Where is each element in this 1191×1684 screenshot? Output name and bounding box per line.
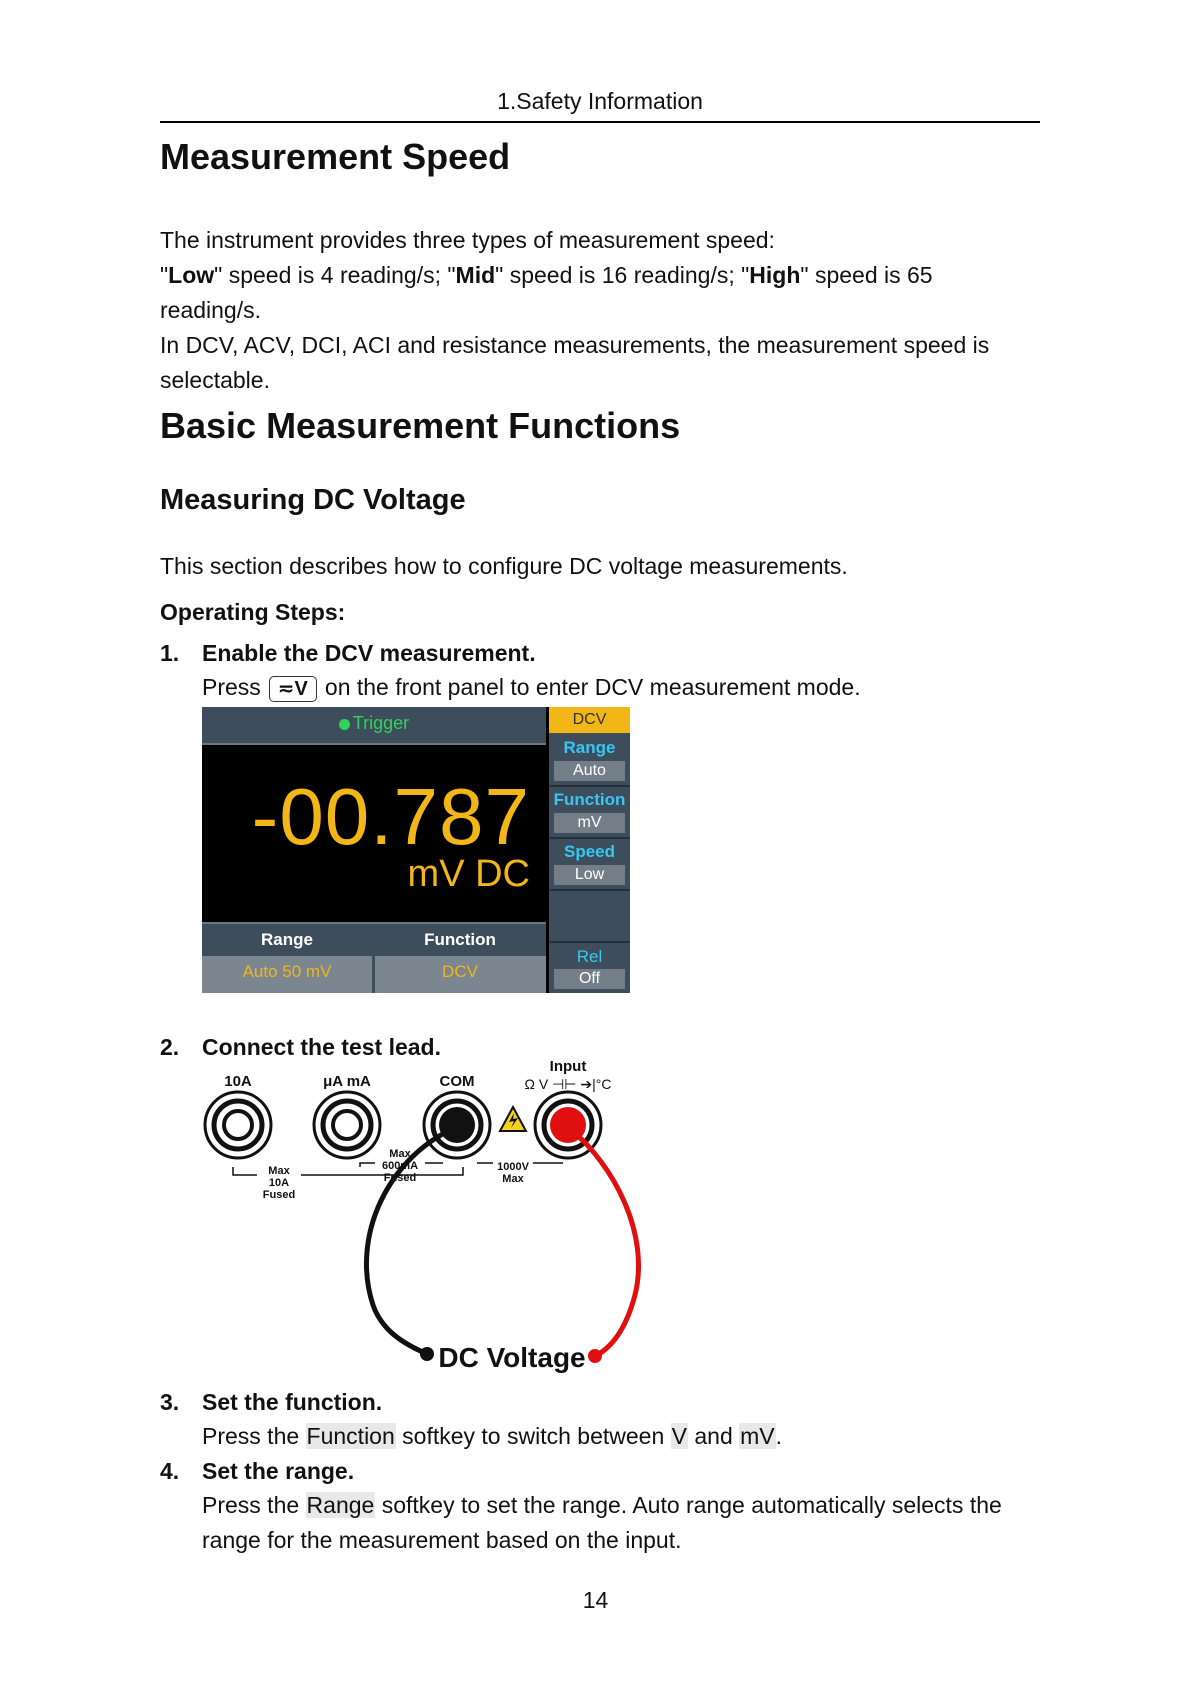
- step-1-title: Enable the DCV measurement.: [202, 640, 536, 666]
- trigger-dot-icon: [339, 719, 350, 730]
- step-3-part-d: .: [775, 1423, 783, 1449]
- heading-basic-functions: Basic Measurement Functions: [160, 405, 681, 446]
- note-10a-max: Max: [268, 1165, 290, 1177]
- dc-voltage-caption: DC Voltage: [438, 1342, 586, 1373]
- reading-unit: mV DC: [407, 853, 530, 895]
- step-3-part-b: softkey to switch between: [395, 1423, 671, 1449]
- input-symbols: Ω V ⊣⊢ ➔|°C: [524, 1076, 612, 1092]
- step-4-part-b: softkey to set the range. Auto range automatically selects the: [375, 1492, 1002, 1518]
- note-ma-max: Max: [389, 1148, 411, 1160]
- note-ma-value: 600mA: [381, 1160, 419, 1172]
- step-4-part-a: Press the: [202, 1492, 306, 1518]
- note-input-voltage: 1000V: [497, 1161, 529, 1173]
- mv-option-ref: mV: [740, 1423, 775, 1449]
- step-1-rest: on the front panel to enter DCV measurement mode.: [324, 674, 861, 700]
- speed-mid: Mid: [455, 262, 496, 288]
- speed-low-rest: " speed is 4 reading/s; ": [214, 262, 456, 288]
- softkey-function-label[interactable]: Function: [553, 790, 626, 809]
- speed-line3: In DCV, ACV, DCI, ACI and resistance measurements, the measurement speed is: [160, 332, 990, 358]
- note-10a-value: 10A: [268, 1177, 290, 1189]
- trigger-indicator: [202, 713, 546, 734]
- v-option-ref: V: [671, 1423, 687, 1449]
- function-softkey-ref: Function: [306, 1423, 395, 1449]
- speed-high-rest: " speed is 65: [800, 262, 933, 288]
- operating-steps-label: Operating Steps:: [160, 599, 346, 625]
- note-10a-fused: Fused: [262, 1189, 296, 1201]
- terminal-label-com: COM: [439, 1073, 475, 1090]
- speed-line2b: reading/s.: [160, 297, 262, 323]
- softkey-speed-label[interactable]: Speed: [563, 842, 616, 861]
- com-lead-tip: [420, 1347, 434, 1361]
- screen-status-bar: [202, 707, 546, 745]
- softkey-range-value[interactable]: Auto: [554, 761, 625, 781]
- screen-bottom-bar: [202, 922, 546, 993]
- quote-open: ": [160, 262, 169, 288]
- heading-measurement-speed: Measurement Speed: [160, 136, 511, 177]
- input-test-lead: [568, 1127, 639, 1355]
- speed-line3b: selectable.: [160, 367, 270, 393]
- main-reading: -00.787: [251, 772, 530, 861]
- warning-icon: [500, 1107, 526, 1131]
- heading-dc-voltage: Measuring DC Voltage: [160, 484, 466, 516]
- note-ma-fused: Fused: [383, 1172, 417, 1184]
- step-2-title: Connect the test lead.: [202, 1034, 441, 1060]
- step-1-number: 1.: [160, 640, 180, 666]
- dcv-description: This section describes how to configure DC voltage measurements.: [160, 553, 848, 579]
- step-4-part-c: range for the measurement based on the input.: [202, 1527, 682, 1553]
- softkey-range-label[interactable]: Range: [563, 738, 616, 757]
- range-softkey-ref: Range: [306, 1492, 375, 1518]
- step-3-text: [202, 1419, 1042, 1454]
- header-rule: [160, 121, 1040, 123]
- multimeter-screen: [202, 707, 630, 993]
- step-1-text: [202, 670, 1042, 705]
- step-2-number: 2.: [160, 1034, 180, 1060]
- bottom-value-range: Auto 50 mV: [242, 962, 332, 981]
- com-test-lead: [366, 1127, 457, 1353]
- bottom-label-range: Range: [261, 930, 313, 949]
- speed-mid-rest: " speed is 16 reading/s; ": [495, 262, 750, 288]
- step-1-press: Press: [202, 674, 261, 700]
- softkey-speed-value[interactable]: Low: [554, 865, 625, 885]
- bottom-value-function: DCV: [442, 962, 478, 981]
- trigger-label: Trigger: [352, 713, 410, 733]
- note-input-max: Max: [502, 1173, 524, 1185]
- terminal-label-10a: 10A: [224, 1073, 252, 1090]
- softkey-separator: [549, 889, 630, 891]
- step-4-number: 4.: [160, 1458, 180, 1484]
- step-3-title: Set the function.: [202, 1389, 383, 1415]
- test-lead-diagram: [195, 1055, 655, 1385]
- speed-intro: [160, 223, 1040, 398]
- step-3-part-c: and: [687, 1423, 740, 1449]
- jack-10a: [205, 1092, 271, 1158]
- speed-high: High: [749, 262, 801, 288]
- softkey-separator: [549, 941, 630, 943]
- step-3-part-a: Press the: [202, 1423, 306, 1449]
- softkey-header-dcv: DCV: [549, 707, 630, 733]
- softkey-function-value[interactable]: mV: [554, 813, 625, 833]
- step-4-text: [202, 1488, 1042, 1558]
- running-header: 1.Safety Information: [497, 88, 703, 114]
- softkey-rel-label[interactable]: Rel: [576, 947, 603, 966]
- bottom-label-function: Function: [424, 930, 496, 949]
- softkey-rel-value[interactable]: Off: [554, 969, 625, 989]
- page-number: 14: [582, 1587, 609, 1613]
- input-lead-tip: [588, 1349, 602, 1363]
- jack-com: [424, 1092, 490, 1158]
- softkey-separator: [549, 837, 630, 839]
- softkey-panel: [549, 707, 630, 993]
- jack-ua-ma: [314, 1092, 380, 1158]
- speed-intro-text: The instrument provides three types of measurement speed:: [160, 227, 775, 253]
- speed-low: Low: [168, 262, 215, 288]
- step-3-number: 3.: [160, 1389, 180, 1415]
- softkey-separator: [549, 785, 630, 787]
- dcv-key-icon: ≂V: [269, 676, 317, 702]
- terminal-label-input: Input: [549, 1058, 587, 1075]
- terminal-label-ua-ma: μA mA: [323, 1073, 371, 1090]
- step-4-title: Set the range.: [202, 1458, 355, 1484]
